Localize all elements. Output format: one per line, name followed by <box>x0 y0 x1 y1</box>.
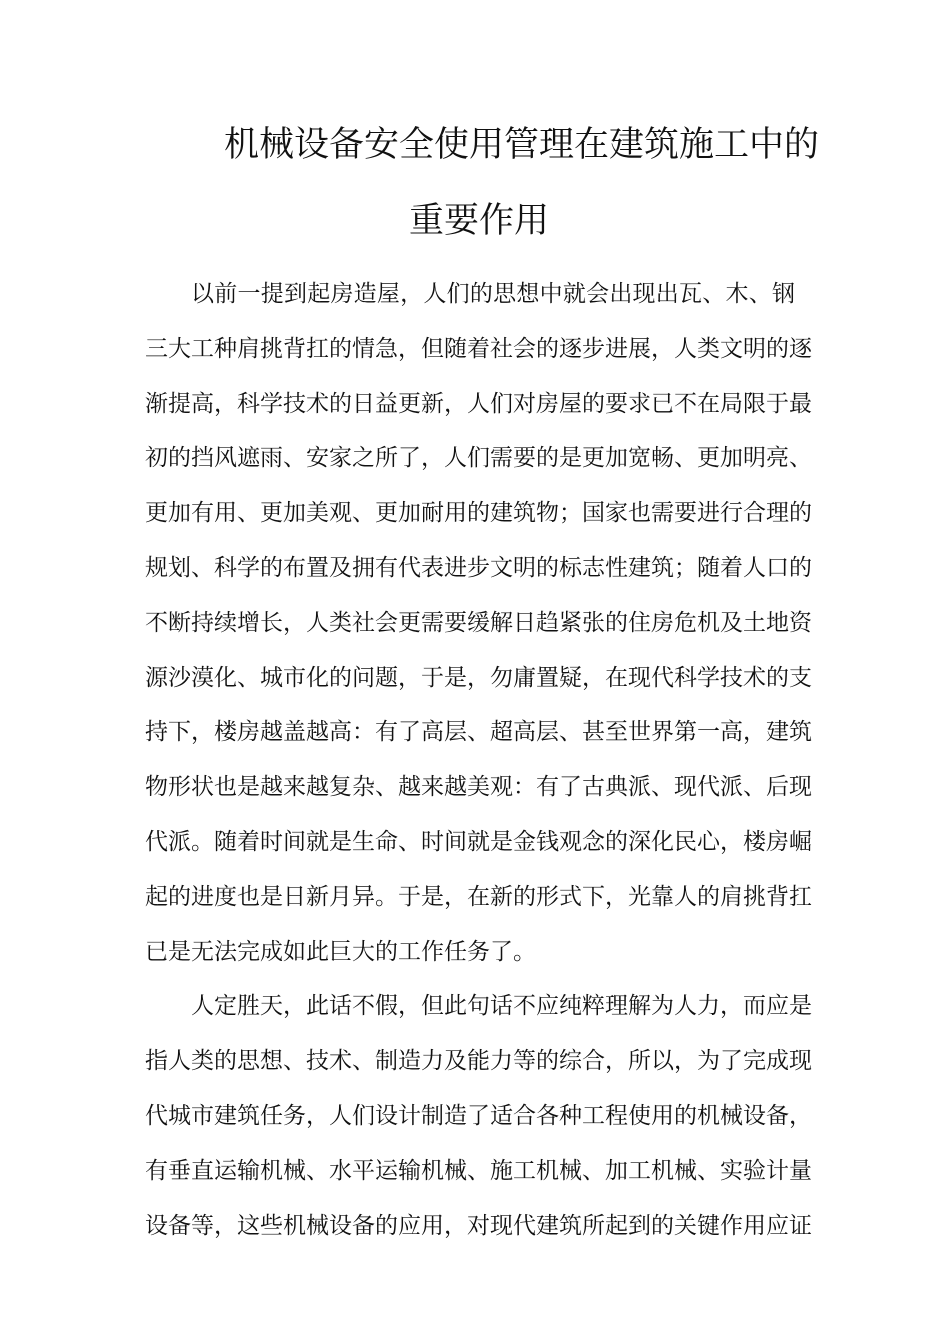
paragraph-1-line-10: 物形状也是越来越复杂、越来越美观：有了古典派、现代派、后现 <box>145 774 812 801</box>
paragraph-1-line-2: 三大工种肩挑背扛的情急，但随着社会的逐步进展，人类文明的逐 <box>145 335 812 362</box>
paragraph-1-line-9: 持下，楼房越盖越高：有了高层、超高层、甚至世界第一高，建筑 <box>145 719 812 746</box>
document-title-line-1: 机械设备安全使用管理在建筑施工中的 <box>224 125 820 165</box>
paragraph-1-line-1: 以前一提到起房造屋，人们的思想中就会出现出瓦、木、钢 <box>191 281 795 307</box>
paragraph-1-line-6: 规划、科学的布置及拥有代表进步文明的标志性建筑；随着人口的 <box>145 554 812 581</box>
paragraph-1-line-7: 不断持续增长，人类社会更需要缓解日趋紧张的住房危机及土地资 <box>145 609 812 636</box>
paragraph-1-line-13: 已是无法完成如此巨大的工作任务了。 <box>145 938 536 965</box>
paragraph-2-line-4: 有垂直运输机械、水平运输机械、施工机械、加工机械、实验计量 <box>145 1157 812 1184</box>
document-body <box>145 274 812 1260</box>
paragraph-2-line-5: 设备等，这些机械设备的应用，对现代建筑所起到的关键作用应证 <box>145 1212 812 1239</box>
paragraph-1-line-8: 源沙漠化、城市化的问题，于是，勿庸置疑，在现代科学技术的支 <box>145 664 812 691</box>
paragraph-2-line-2: 指人类的思想、技术、制造力及能力等的综合，所以，为了完成现 <box>145 1048 812 1075</box>
paragraph-2-line-3: 代城市建筑任务，人们设计制造了适合各种工程使用的机械设备， <box>145 1102 812 1129</box>
paragraph-1-line-12: 起的进度也是日新月异。于是，在新的形式下，光靠人的肩挑背扛 <box>145 883 812 910</box>
paragraph-1-line-3: 渐提高，科学技术的日益更新，人们对房屋的要求已不在局限于最 <box>145 390 812 417</box>
document-title-line-2: 重要作用 <box>409 201 550 241</box>
paragraph-1-line-11: 代派。随着时间就是生命、时间就是金钱观念的深化民心，楼房崛 <box>145 828 812 855</box>
paragraph-2-line-1: 人定胜天，此话不假，但此句话不应纯粹理解为人力，而应是 <box>191 993 812 1020</box>
paragraph-1-line-4: 初的挡风遮雨、安家之所了，人们需要的是更加宽畅、更加明亮、 <box>145 445 812 472</box>
paragraph-1-line-5: 更加有用、更加美观、更加耐用的建筑物；国家也需要进行合理的 <box>145 500 812 527</box>
